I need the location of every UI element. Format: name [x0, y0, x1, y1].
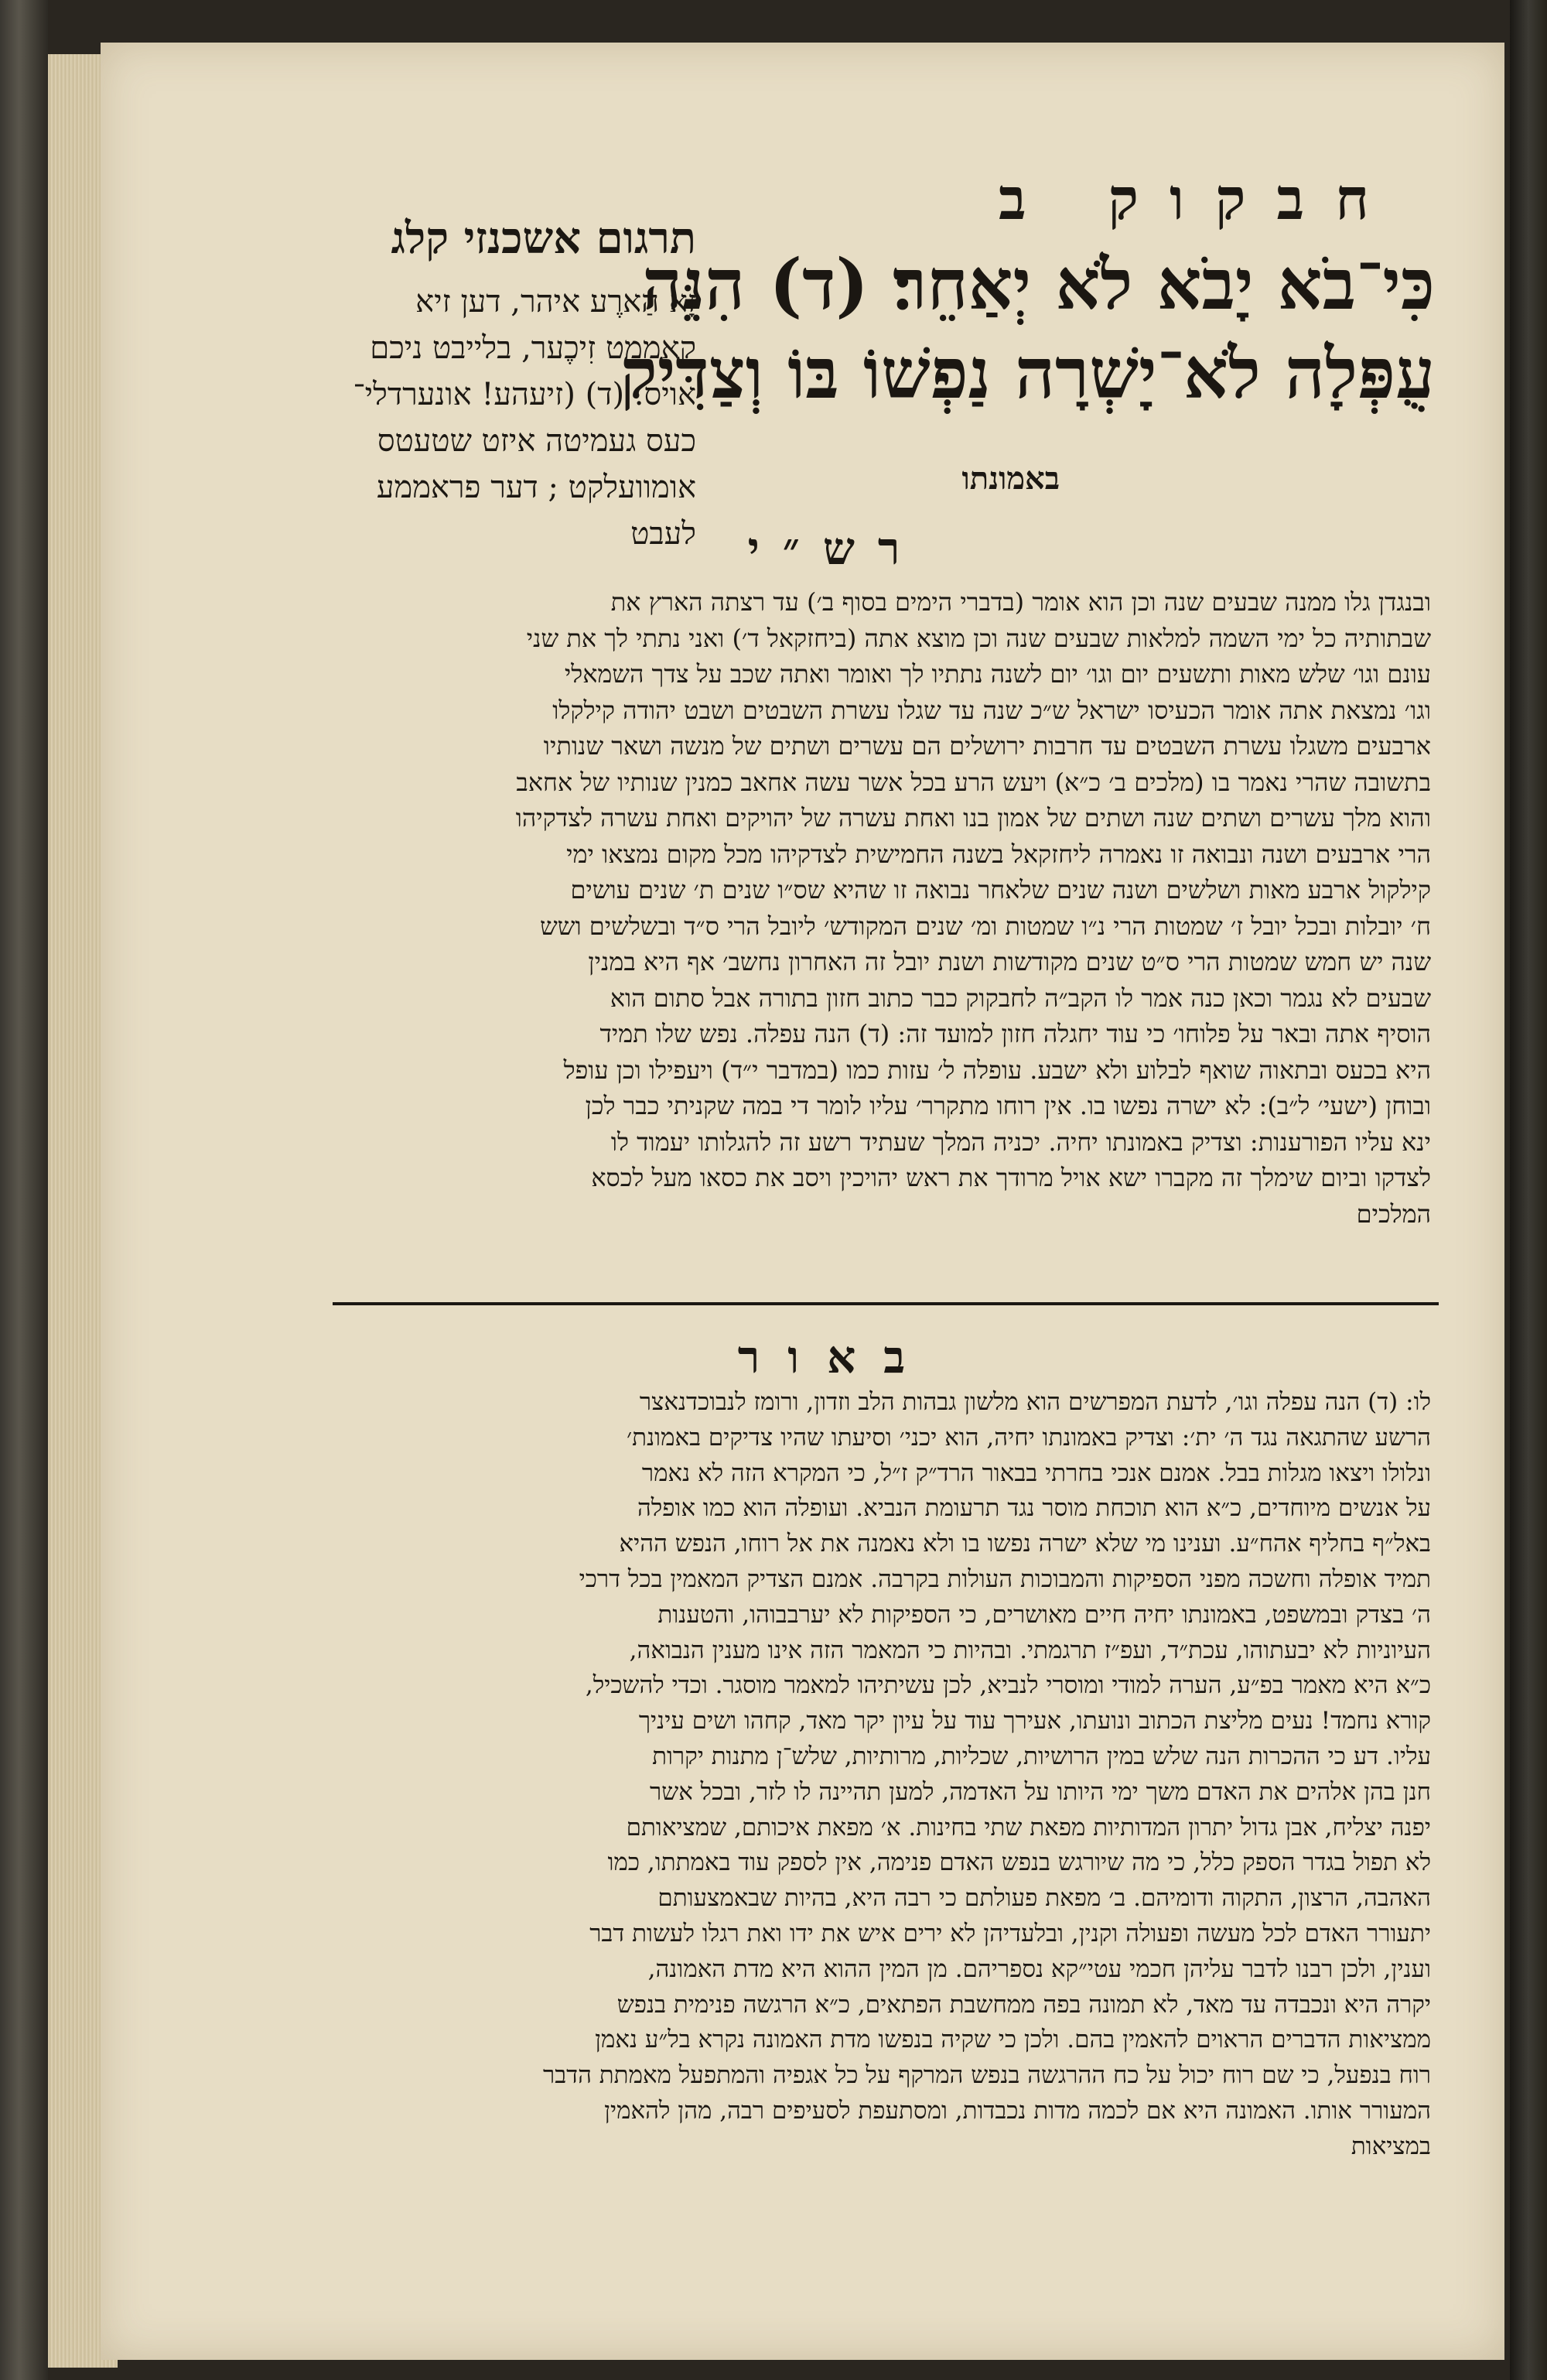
targum-title: תרגום אשכנזי קלג — [391, 213, 696, 264]
verse-line-1: כִּי־בֹא יָבֹא לֹא יְאַחֵר׃ (ד) הִנֵּה — [642, 244, 1435, 326]
book-spine-left — [0, 0, 48, 2380]
biur-line: המעורר אותו. האמונה היא אם לכמה מדות נכבדות, ומסתעפת לסעיפים רבה, מהן להאמין — [604, 2096, 1431, 2125]
biur-line: יקרה היא ונכבדה עד מאד, לא תמונה בפה ממחשבת הפתאים, כ״א הרגשה פנימית בנפש — [616, 1990, 1431, 2019]
targum-line: זָא הַארֶע איהר, דען זיא — [415, 284, 696, 320]
biur-line: במציאות — [1351, 2132, 1431, 2160]
targum-line: כעס געמיטה איזט שטעטס — [377, 423, 696, 459]
biur-line: כ״א היא מאמר בפ״ע, הערה למודי ומוסרי לנביא, לכן עשיתיהו למאמר מוסגר. וכדי להשכיל, — [585, 1671, 1431, 1700]
biur-line: לו: (ד) הנה עפלה וגו׳, לדעת המפרשים הוא מלשון גבהות הלב וזדון, ורומז לנבוכדנאצר — [639, 1388, 1431, 1416]
rashi-line: לצדקו וביום שימלך זה מקברו ישא אויל מרודך את ראש יהויכין ויסב את כסאו מעל לכסא — [591, 1163, 1431, 1192]
rashi-line: בתשובה שהרי נאמר בו (מלכים ב׳ כ״א) ויעש הרע בכל אשר עשה אחאב כמנין שנותיו של אחאב — [516, 767, 1431, 797]
rashi-line: שנה יש חמש שמטות הרי ס״ט שנים מקודשות ושנת יובל זה האחרון נחשב׳ אף היא במנין — [588, 947, 1431, 976]
rashi-line: הוסיף אתה ובאר על פלוחו׳ כי עוד יחגלה חזון למועד זה: (ד) הנה עפלה. נפש שלו תמיד — [599, 1019, 1431, 1048]
targum-line: קָאממט זִיכֶער, בלייבט ניכם — [370, 330, 696, 366]
section-divider — [333, 1302, 1439, 1305]
rashi-line: וגו׳ נמצאת אתה אומר הכעיסו ישראל ש״כ שנה עד שגלו עשרת השבטים ושבט יהודה קילקלו — [552, 695, 1431, 725]
biur-line: ונלולו ויצאו מגלות בבל. אמנם אנכי בחרתי בבאור הרד״ק ז״ל, כי המקרא הזה לא נאמר — [641, 1458, 1431, 1487]
rashi-line: ובוחן (ישעי׳ ל״ב): לא ישרה נפשו בו. אין רוחו מתקרר׳ עליו לומר די במה שקניתי כבר לכן — [585, 1091, 1431, 1120]
rashi-line: המלכים — [1356, 1199, 1431, 1229]
targum-line: אויס. (ד) (זיעהע! אונערדלי־ — [353, 377, 696, 412]
rashi-line: שבעים לא נגמר וכאן כנה אמר לו הקב״ה לחבקוק כבר כתוב חזון בתורה אבל סתום הוא — [610, 983, 1431, 1013]
rashi-heading: רש״י — [747, 522, 924, 575]
biur-line: וענין, ולכן רבנו לדבר עליהן חכמי עטי״קא נספריהם. מן המין ההוא היא מדת האמונה, — [647, 1954, 1431, 1983]
targum-line: לעבט — [630, 516, 696, 552]
rashi-line: עונם וגו׳ שלש מאות ותשעים יום וגו׳ יום לשנה נתתיו לך ואומר ואתה שכב על צדך השמאלי — [564, 659, 1431, 689]
verse-end-word: באמונתו — [961, 460, 1060, 497]
biur-line: באל״ף בחליף אהח״ע. וענינו מי שלא ישרה נפשו בו ולא נאמנה את אל רוחו, הנפש ההיא — [619, 1530, 1431, 1558]
book-title: חבקוק ב — [998, 166, 1400, 233]
rashi-line: שבתותיה כל ימי השמה למלאות שבעים שנה וכן מוצא אתה (ביחזקאל ד׳) ואני נתתי לך את שני — [526, 623, 1431, 653]
verse-line-2: עֻפְּלָה לֹא־יָשְׁרָה נַפְשׁוֹ בּוֹ וְצַדִּיק — [620, 333, 1435, 415]
biur-line: העיוניות לא יבעתוהו, עכת״ד, ועפ״ז תרגמתי. ובהיות כי המאמר הזה אינו מענין הנבואה, — [629, 1636, 1431, 1664]
rashi-commentary — [309, 584, 1431, 1232]
rashi-line: היא בכעס ובתאוה שואף לבלוע ולא ישבע. עופלה ל׳ עזות כמו (במדבר י״ד) ויעפילו וכן עופל — [563, 1055, 1431, 1085]
rashi-line: ח׳ יובלות ובכל יובל ז׳ שמטות הרי נ״ו שמטות ומ׳ שנים המקודש׳ ליובל הרי ס״ד ובשלשים ושש — [540, 911, 1431, 941]
biur-line: עליו. דע כי ההכרות הנה שלש במין הרושיות, שכליות, מרותיות, שלש־ן מתנות יקרות — [652, 1742, 1431, 1770]
biur-line: על אנשים מיוחדים, כ״א הוא תוכחת מוסר נגד תרעומת הנביא. ועופלה הוא כמו אופלה — [637, 1494, 1431, 1523]
biur-line: הרשע שהתגאה נגד ה׳ ית׳: וצדיק באמונתו יחיה, הוא יכני׳ וסיעתו שהיו צדיקים באמונת׳ — [627, 1423, 1431, 1452]
biur-line: לא תפול בגדר הספק כלל, כי מה שיורגש בנפש האדם פנימה, אין לספק עוד באמתתו, כמו — [607, 1848, 1431, 1877]
biur-line: קורא נחמד! נעים מליצת הכתוב ונועתו, אעירך עוד על עיון יקר מאד, קחהו ושים עיניך — [638, 1707, 1431, 1735]
targum-line: אומוועלקט ; דער פראממע — [376, 470, 696, 505]
biur-line: יפנה יצליח, אבן גדול יתרון המדותיות מפאת שתי בחינות. א׳ מפאת איכותם, שמציאותם — [626, 1813, 1431, 1841]
biur-commentary — [309, 1385, 1431, 2165]
biur-line: ה׳ בצדק ובמשפט, באמונתו יחיה חיים מאושרים, כי הספיקות לא יערבבוהו, והטענות — [657, 1600, 1431, 1629]
rashi-line: ינא עליו הפורענות: וצדיק באמונתו יחיה. יכניה המלך שעתיד רשע זה להגלותו יעמוד לו — [610, 1127, 1431, 1157]
rashi-line: ארבעים משגלו עשרת השבטים עד חרבות ירושלים הם עשרים ושתים של מנשה ושאר שנותיו — [543, 731, 1431, 761]
biur-line: תמיד אופלה וחשכה מפני הספיקות והמבוכות העולות בקרבה. אמנם הצדיק המאמין בכל דרכי — [579, 1564, 1431, 1593]
rashi-line: ובנגדן גלו ממנה שבעים שנה וכן הוא אומר (בדברי הימים בסוף ב׳) עד רצתה הארץ את — [610, 587, 1431, 617]
rashi-line: והוא מלך עשרים ושתים שנה ושתים של אמון בנו ואחת עשרה של יהויקים ואחת עשרה לצדקיהו — [515, 803, 1431, 833]
book-edge-right — [1510, 0, 1547, 2380]
biur-line: יתעורר האדם לכל מעשה ופעולה וקנין, ובלעדיהן לא ירים איש את ידו ואת רגלו לעשות דבר — [589, 1919, 1431, 1947]
biur-line: רוח בנפעל, כי שם רוח יכול על כח ההרגשה בנפש המרקף על כל אגפיה והמתפעל מאמתת הדבר — [543, 2061, 1431, 2090]
biur-heading: באור — [737, 1331, 934, 1383]
biur-line: האהבה, הרצון, התקוה ודומיהם. ב׳ מפאת פעולתם כי רבה היא, בהיות שבאמצעותם — [657, 1884, 1431, 1913]
book-page — [101, 43, 1504, 2360]
rashi-line: הרי ארבעים ושנה ונבואה זו נאמרה ליחזקאל בשנה החמישית לצדקיהו מכל מקום נמצאו ימי — [566, 839, 1431, 869]
rashi-line: קילקול ארבע מאות ושלשים ושנה שנים שלאחר נבואה זו שהיא שס״ו שנים ת׳ שנים עושים — [570, 875, 1431, 904]
biur-line: חנן בהן אלהים את האדם משך ימי היותו על האדמה, למען תהיינה לו לזר, ובכל אשר — [650, 1777, 1431, 1806]
biur-line: ממציאות הדברים הראוים להאמין בהם. ולכן כי שקיה בנפשו מדת האמונה נקרא בל״ע נאמן — [595, 2026, 1431, 2054]
